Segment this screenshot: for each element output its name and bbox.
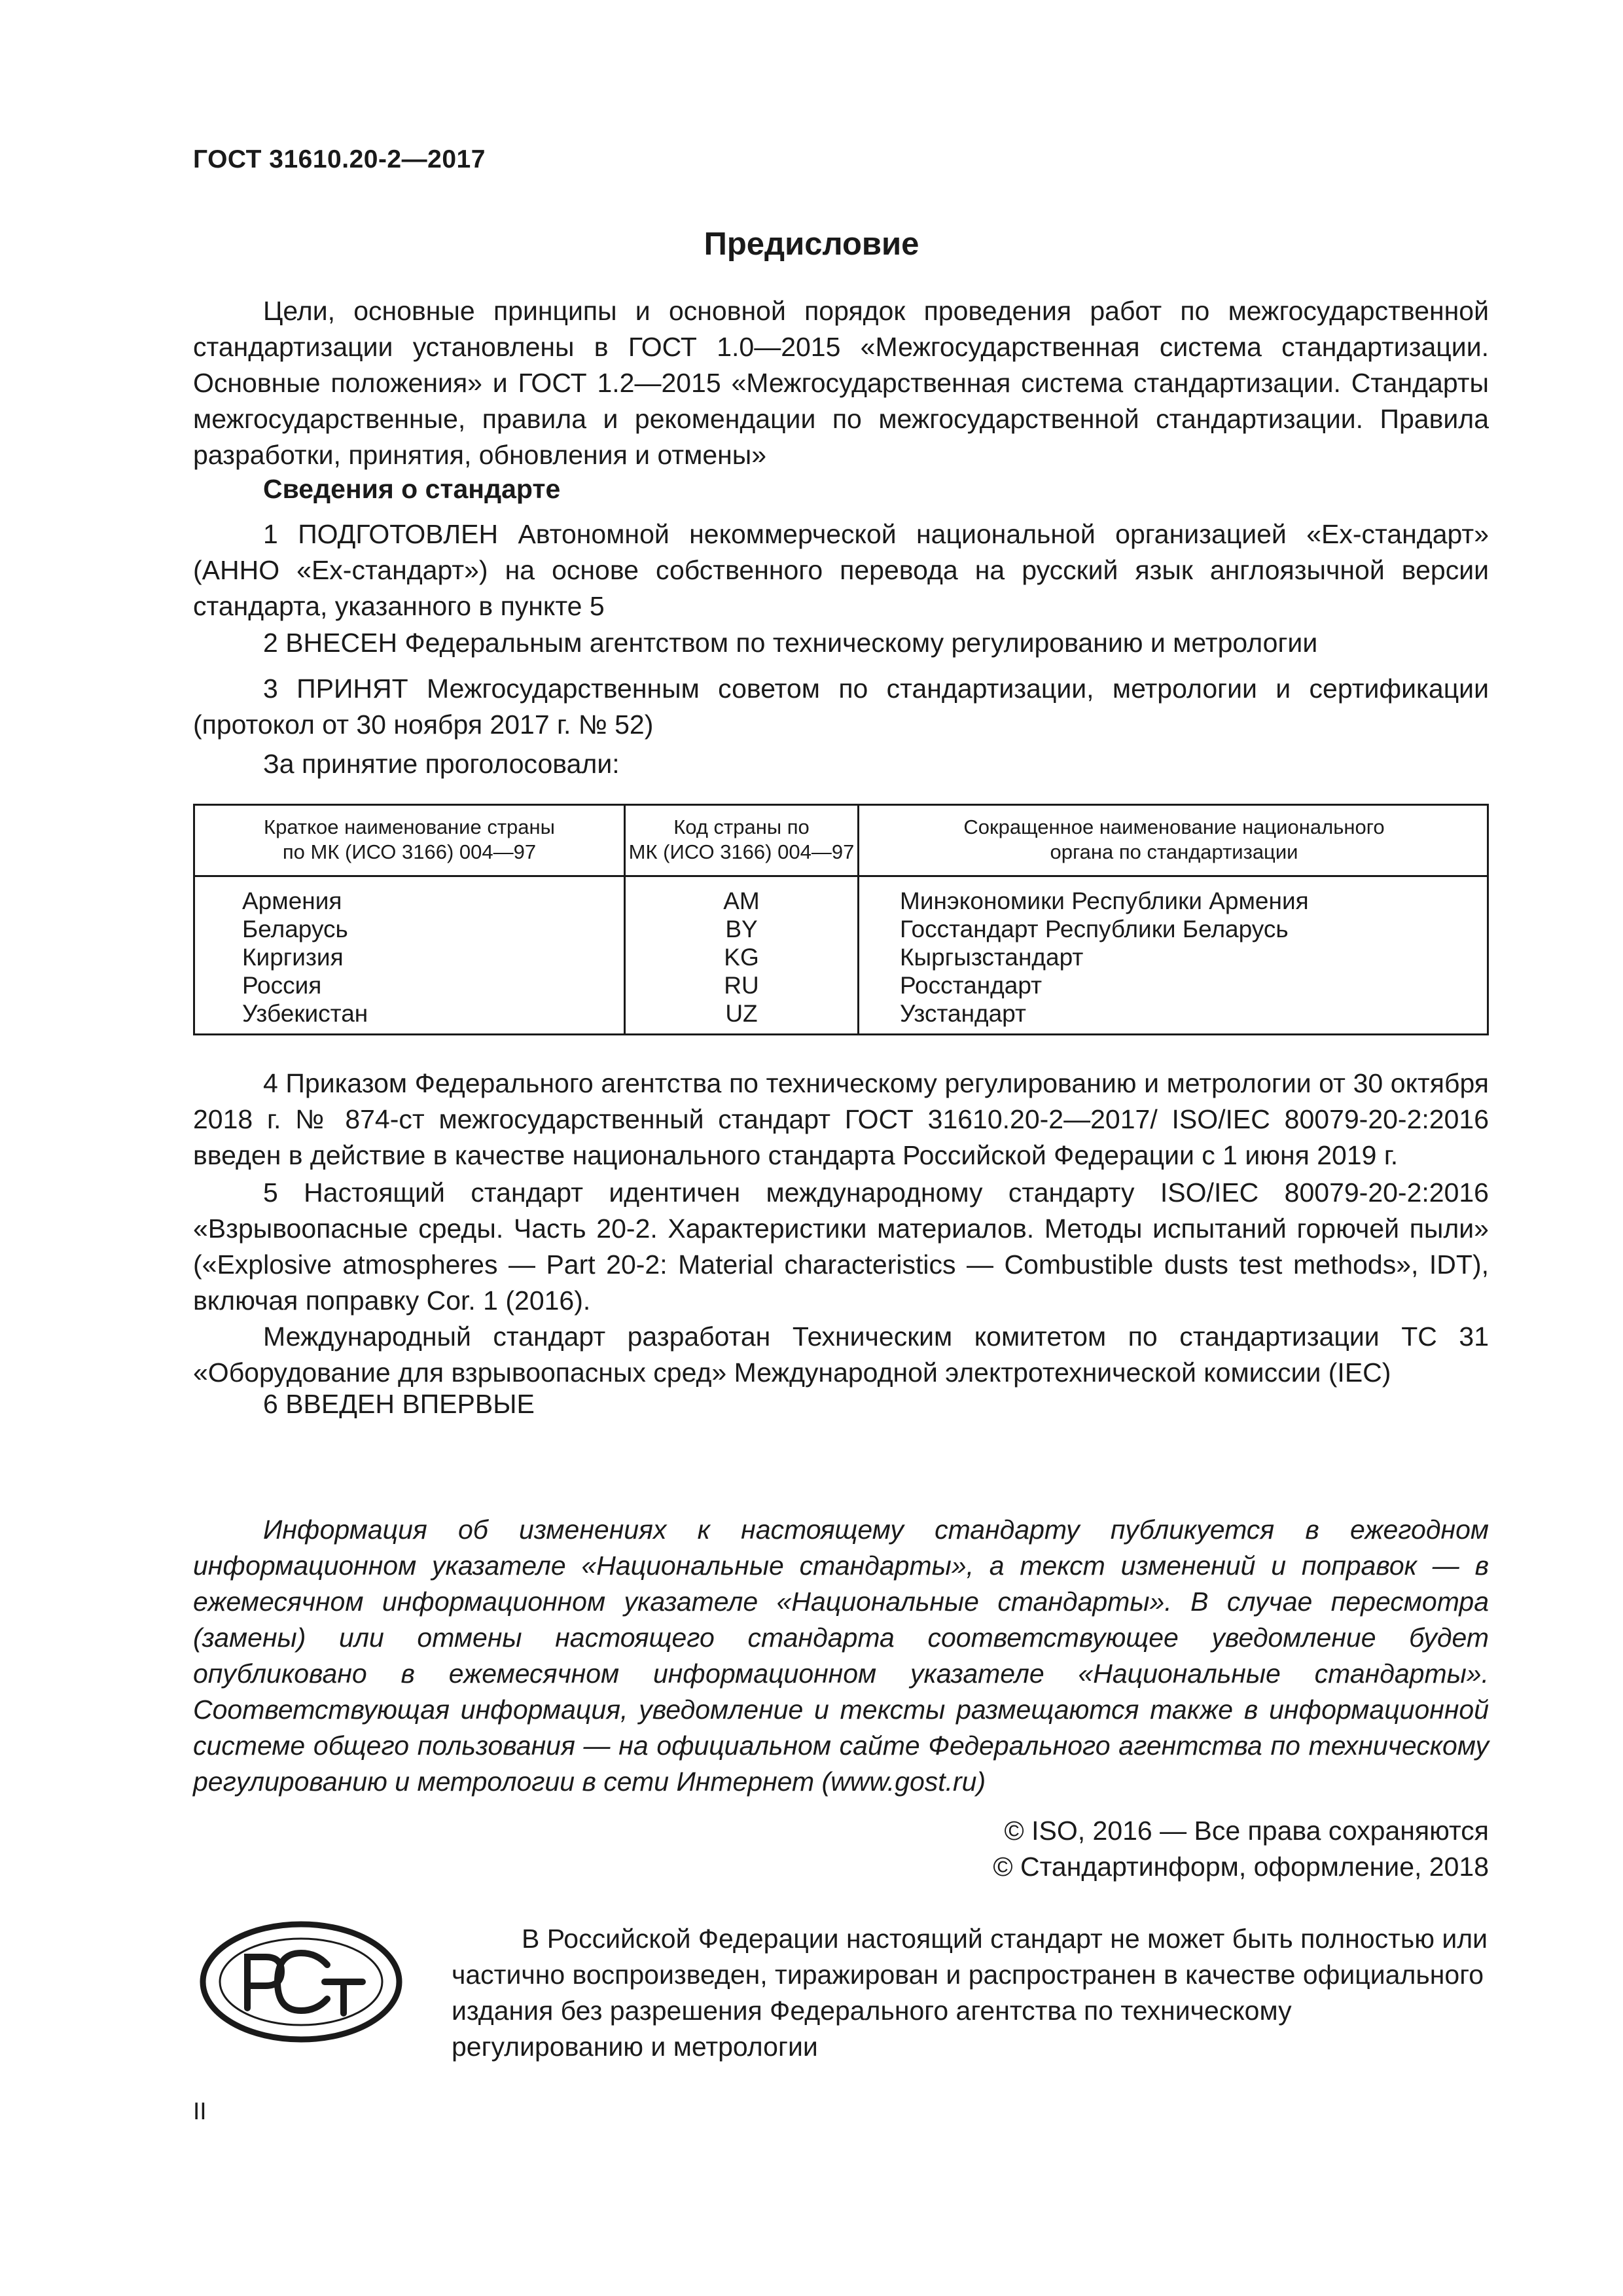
table-cell: Россия [242, 972, 322, 999]
table-column-organ [900, 887, 1309, 1028]
page-number: II [193, 2098, 207, 2125]
table-cell: AM [723, 888, 760, 914]
document-header: ГОСТ 31610.20-2—2017 [193, 145, 486, 173]
table-header-divider [195, 875, 1487, 877]
table-cell: RU [724, 972, 759, 999]
table-column-country [242, 887, 368, 1028]
voting-table [193, 804, 1489, 1035]
table-cell: Госстандарт Республики Беларусь [900, 916, 1289, 942]
item-1-paragraph: 1 ПОДГОТОВЛЕН Автономной некоммерческой национальной организацией «Ex-стандарт» (АННО «Ex-стандарт») на основе собственного перевода на русский язык англоязычной версии стандарта, указанного в пункте 5 [193, 519, 1489, 621]
table-header-code: Код страны по МК (ИСО 3166) 004—97 [628, 816, 855, 863]
item-6-paragraph: 6 ВВЕДЕН ВПЕРВЫЕ [263, 1389, 535, 1419]
rst-logo-icon [196, 1916, 406, 2047]
table-cell: Кыргызстандарт [900, 944, 1084, 971]
table-cell: Беларусь [242, 916, 348, 942]
table-cell: KG [724, 944, 759, 971]
table-column-code [626, 887, 857, 1028]
copyright-standartinform: © Стандартинформ, оформление, 2018 [993, 1852, 1489, 1882]
legal-notice: В Российской Федерации настоящий стандарт не может быть полностью или частично воспроизведен, тиражирован и распространен в качестве официального издания без разрешения Федерального агентства по техническому регулированию и метрологии [452, 1924, 1488, 2062]
rst-logo [196, 1916, 406, 2047]
table-header-country: Краткое наименование страны по МК (ИСО 3166) 004—97 [264, 816, 555, 863]
table-cell: Киргизия [242, 944, 344, 971]
page-title: Предисловие [704, 226, 919, 262]
table-cell: Армения [242, 888, 342, 914]
table-header-organ: Сокращенное наименование национального органа по стандартизации [963, 816, 1385, 863]
item-5-paragraph: 5 Настоящий стандарт идентичен международному стандарту ISO/IEC 80079-20-2:2016 «Взрывоопасные среды. Часть 20-2. Характеристики материалов. Методы испытаний горючей пыли» («Explosive atmospheres — Part 20-2: Material characteristics — Combustible dusts test methods», IDT), включая поправку Cor. 1 (2016). [193, 1177, 1489, 1316]
item-4-paragraph: 4 Приказом Федерального агентства по техническому регулированию и метрологии от 30 октября 2018 г. № 874-ст межгосударственный стандарт ГОСТ 31610.20-2—2017/ ISO/IEC 80079-20-2:2016 введен в действие в качестве национального стандарта Российской Федерации с 1 июня 2019 г. [193, 1068, 1489, 1170]
table-cell: BY [725, 916, 758, 942]
table-cell: Узбекистан [242, 1000, 368, 1027]
intro-paragraph: Цели, основные принципы и основной порядок проведения работ по межгосударственной стандартизации установлены в ГОСТ 1.0—2015 «Межгосударственная система стандартизации. Основные положения» и ГОСТ 1.2—2015 «Межгосударственная система стандартизации. Стандарты межгосударственные, правила и рекомендации по межгосударственной стандартизации. Правила разработки, принятия, обновления и отмены» [193, 296, 1489, 470]
table-cell: UZ [725, 1000, 758, 1027]
table-cell: Минэкономики Республики Армения [900, 888, 1309, 914]
copyright-iso: © ISO, 2016 — Все права сохраняются [1004, 1816, 1489, 1846]
section-heading: Сведения о стандарте [263, 474, 561, 504]
vote-lead: За принятие проголосовали: [263, 749, 620, 779]
table-cell: Росстандарт [900, 972, 1043, 999]
item-3-paragraph: 3 ПРИНЯТ Межгосударственным советом по стандартизации, метрологии и сертификации (протокол от 30 ноября 2017 г. № 52) [193, 673, 1489, 740]
item-5b-paragraph: Международный стандарт разработан Техническим комитетом по стандартизации TC 31 «Оборудование для взрывоопасных сред» Международной электротехнической комиссии (IEC) [193, 1321, 1489, 1388]
info-notice: Информация об изменениях к настоящему стандарту публикуется в ежегодном информационном указателе «Национальные стандарты», а текст изменений и поправок — в ежемесячном информационном указателе «Национальные стандарты». В случае пересмотра (замены) или отмены настоящего стандарта соответствующее уведомление будет опубликовано в ежемесячном информационном указателе «Национальные стандарты». Соответствующая информация, уведомление и тексты размещаются также в информационной системе общего пользования — на официальном сайте Федерального агентства по техническому регулированию и метрологии в сети Интернет (www.gost.ru) [193, 1515, 1489, 1797]
item-2-paragraph: 2 ВНЕСЕН Федеральным агентством по техническому регулированию и метрологии [263, 628, 1318, 658]
copyright-block [993, 1813, 1489, 1885]
table-cell: Узстандарт [900, 1000, 1026, 1027]
